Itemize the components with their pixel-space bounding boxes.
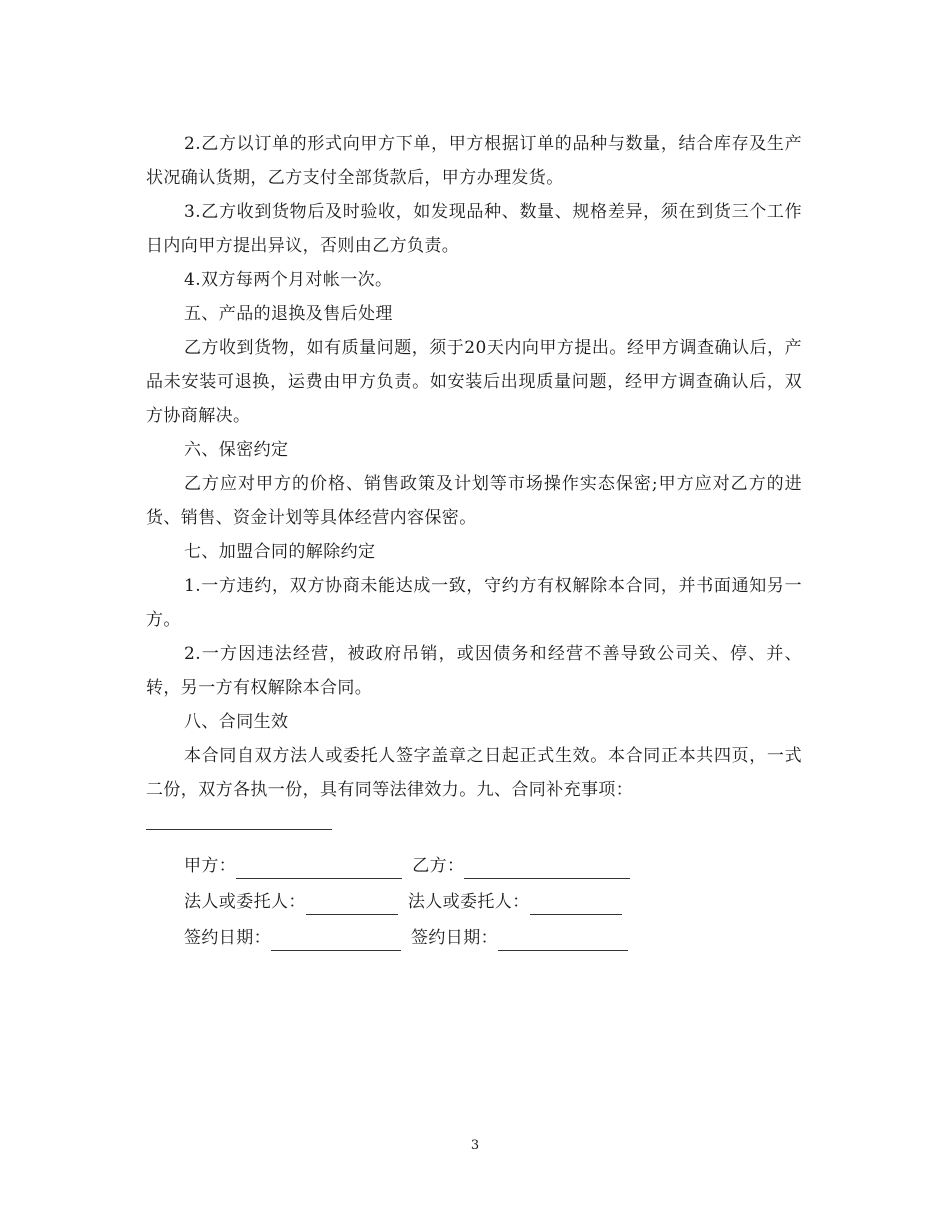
signature-row-representatives: [146, 884, 802, 920]
section-8-heading: 八、合同生效: [184, 712, 289, 732]
section-8-body: 本合同自双方法人或委托人签字盖章之日起正式生效。本合同正本共四页，一式二份，双方各执一份，具有同等法律效力。九、合同补充事项：: [146, 746, 802, 800]
document-body: [146, 127, 802, 956]
section-6-heading: 六、保密约定: [184, 440, 289, 460]
spacer: [146, 807, 802, 821]
date-b-field: [411, 920, 628, 956]
party-a-blank[interactable]: [236, 860, 402, 879]
date-b-label: 签约日期：: [411, 928, 498, 948]
rep-b-blank[interactable]: [530, 896, 622, 915]
signature-row-parties: [146, 848, 802, 884]
supplement-fill-line: [146, 829, 332, 830]
section-5-body: 乙方收到货物，如有质量问题，须于20天内向甲方提出。经甲方调查确认后，产品未安装可退换，运费由甲方负责。如安装后出现质量问题，经甲方调查确认后，双方协商解决。: [146, 338, 802, 426]
date-a-blank[interactable]: [271, 932, 401, 951]
party-b-blank[interactable]: [464, 860, 630, 879]
section-7-clause-2: 2.一方因违法经营，被政府吊销，或因债务和经营不善导致公司关、停、并、转，另一方有权解除本合同。: [146, 644, 802, 698]
section-6-body: 乙方应对甲方的价格、销售政策及计划等市场操作实态保密;甲方应对乙方的进货、销售、资金计划等具体经营内容保密。: [146, 474, 802, 528]
date-b-blank[interactable]: [498, 932, 628, 951]
party-a-field: [184, 848, 402, 884]
party-b-field: [412, 848, 630, 884]
clause-4-reconciliation: 4.双方每两个月对帐一次。: [184, 270, 393, 290]
party-a-label: 甲方：: [184, 856, 237, 876]
section-5-heading: 五、产品的退换及售后处理: [184, 304, 393, 324]
date-a-field: [184, 920, 401, 956]
rep-a-field: [184, 884, 398, 920]
rep-a-label: 法人或委托人：: [184, 892, 306, 912]
date-a-label: 签约日期：: [184, 928, 271, 948]
page-number: 3: [470, 1138, 480, 1153]
section-7-clause-1: 1.一方违约，双方协商未能达成一致，守约方有权解除本合同，并书面通知另一方。: [146, 576, 802, 630]
clause-2-ordering: 2.乙方以订单的形式向甲方下单，甲方根据订单的品种与数量，结合库存及生产状况确认货期，乙方支付全部货款后，甲方办理发货。: [146, 134, 802, 188]
rep-b-field: [408, 884, 622, 920]
rep-b-label: 法人或委托人：: [407, 892, 530, 912]
party-b-label: 乙方：: [412, 856, 465, 876]
clause-3-inspection: 3.乙方收到货物后及时验收，如发现品种、数量、规格差异，须在到货三个工作日内向甲方提出异议，否则由乙方负责。: [146, 202, 802, 256]
rep-a-blank[interactable]: [306, 896, 398, 915]
section-7-heading: 七、加盟合同的解除约定: [184, 542, 376, 562]
signature-row-dates: [146, 920, 802, 956]
